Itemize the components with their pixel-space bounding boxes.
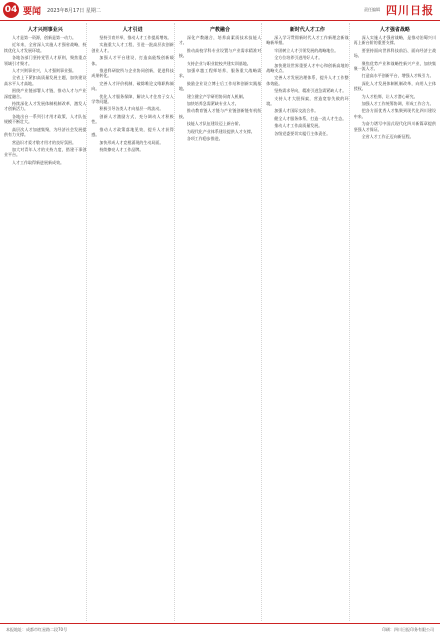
article-paragraph: 加强人才平台建设，打造高能级创新载体。 <box>91 55 174 66</box>
article-paragraph: 全省人才工作正迈向新征程。 <box>361 134 414 140</box>
column-subhead: 产教融合 <box>210 27 231 33</box>
article-paragraph: 深化产教融合，培养高素质技术技能人才。 <box>178 35 262 46</box>
issue-date: 2023年8月17日 星期二 <box>47 7 101 14</box>
article-paragraph: 推动人才工作高质量发展。 <box>274 123 323 129</box>
article-paragraph: 深化人才发展体制机制改革，向用人主体授权。 <box>353 80 437 92</box>
article-paragraph: 持续擦亮人才工作品牌。 <box>99 146 144 152</box>
article-paragraph: 打造高水平创新平台，增强人才吸引力。 <box>361 73 434 79</box>
article-paragraph: 为现代化产业体系建设提供人才支撑。 <box>186 128 255 134</box>
article-paragraph: 完善人才评价机制，破除唯论文唯职称倾向。 <box>91 80 174 92</box>
column-subhead: 人才强省战略 <box>379 27 410 33</box>
column-subhead: 新时代人才工作 <box>289 27 325 33</box>
article-paragraph: 把各方面优秀人才集聚到现代化四川建设中来。 <box>353 108 437 119</box>
article-paragraph: 健全人才服务体系，打造一流人才生态。 <box>274 115 347 121</box>
column-subhead: 人才兴则事业兴 <box>27 27 63 33</box>
article-paragraph: 推动高校学科专业设置与产业需求精准对接。 <box>178 47 262 59</box>
article-paragraph: 推动教育链人才链与产业链创新链有机衔接。 <box>178 108 262 119</box>
article-paragraph: 鼓励企业设立博士后工作站和创新实践基地。 <box>178 80 262 92</box>
article-paragraph: 人才是第一资源，创新是第一动力。 <box>12 35 76 40</box>
article-paragraph: 牢固树立人才引领发展的战略地位。 <box>274 47 339 53</box>
article-paragraph: 深入实施人才强省战略，是推动治蜀兴川再上新台阶的重要支撑。 <box>353 35 437 46</box>
section-title: 要闻 <box>23 6 42 17</box>
article-column-5 <box>354 23 436 621</box>
article-paragraph: 加快培养急需紧缺专业人才。 <box>186 101 239 107</box>
article-paragraph: 各地出台一系列引才用才政策，人才队伍规模不断壮大。 <box>4 113 87 125</box>
article-column-2 <box>91 23 174 621</box>
article-paragraph: 支持人才大胆探索，营造宽容失败的环境。 <box>266 95 349 107</box>
article-paragraph: 各项工作稳步推进。 <box>186 136 223 142</box>
article-paragraph: 加大对青年人才的支持力度，搭建干事创业平台。 <box>4 146 87 158</box>
article-paragraph: 加强人才国际交流合作。 <box>274 108 319 114</box>
article-column-3 <box>179 23 262 621</box>
page-number-badge: 04 <box>3 2 19 18</box>
article-columns <box>4 23 436 621</box>
article-paragraph: 近年来，全省深入实施人才强省战略，持续优化人才发展环境。 <box>4 42 87 53</box>
article-paragraph: 实施重大人才工程，引进一批高层次创新创业人才。 <box>91 42 174 53</box>
article-paragraph: 为奋力谱写中国式现代化四川新篇章提供坚强人才保证。 <box>353 121 437 132</box>
newspaper-logo: 四川日报 <box>386 4 434 17</box>
article-paragraph: 技能人才队伍建设迈上新台阶。 <box>186 121 243 127</box>
column-subhead: 人才引进 <box>122 27 143 33</box>
article-paragraph: 各级党委要切实履行主体责任。 <box>274 130 331 136</box>
article-paragraph: 积极引导各类人才向基层一线流动。 <box>99 106 164 112</box>
page-header <box>0 0 440 21</box>
article-paragraph: 加强卓越工程师培养，服务重大战略需求。 <box>178 68 262 79</box>
article-paragraph: 优化人才服务保障，解决人才住房子女入学等问题。 <box>91 93 174 105</box>
footer-printer: 印刷：四川日报印务有限公司 <box>382 626 434 632</box>
article-paragraph: 人才工作取得新进展新成效。 <box>12 159 64 165</box>
article-column-1 <box>4 23 87 621</box>
article-paragraph: 支持企业与职业院校共建实训基地。 <box>186 60 251 66</box>
article-paragraph: 各地各部门坚持党管人才原则，聚焦重点领域引才聚才。 <box>4 55 87 66</box>
article-paragraph: 人才兴则事业兴，人才强则事业强。 <box>12 68 76 74</box>
article-paragraph: 深入学习贯彻新时代人才工作新理念新战略新举措。 <box>266 35 349 46</box>
article-paragraph: 坚持需求导向，精准引进急需紧缺人才。 <box>274 88 347 94</box>
article-paragraph: 围绕产业链部署人才链，推动人才与产业深度融合。 <box>4 88 87 99</box>
article-paragraph: 创新人才激励方式，充分调动人才积极性。 <box>91 113 174 125</box>
article-paragraph: 全方位培养引进用好人才。 <box>274 55 323 61</box>
article-paragraph: 持续深化人才发展体制机制改革，激发人才创新活力。 <box>4 101 87 112</box>
article-paragraph: 完善人才发展治理体系，提升人才工作整体效能。 <box>266 75 349 86</box>
article-paragraph: 营造识才爱才敬才用才的良好氛围。 <box>12 139 76 145</box>
article-paragraph: 推进科研院所与企业协同创新，促进科技成果转化。 <box>91 68 174 79</box>
article-paragraph: 坚持引育并举，推动人才工作提质增效。 <box>99 35 172 40</box>
article-paragraph: 为人才松绑，让人才潜心研究。 <box>361 93 418 99</box>
article-paragraph: 推动人才政策落地见效，提升人才获得感。 <box>91 126 174 138</box>
article-paragraph: 高层次人才加速集聚，为经济社会发展提供有力支撑。 <box>4 126 87 138</box>
page-footer <box>0 623 440 635</box>
article-column-4 <box>266 23 349 621</box>
article-paragraph: 要坚持面向世界科技前沿、面向经济主战场。 <box>353 47 437 59</box>
article-paragraph: 聚焦优势产业和战略性新兴产业，加快集聚一流人才。 <box>353 60 437 72</box>
article-paragraph: 建立健全产学研用协同育人机制。 <box>186 93 247 99</box>
article-paragraph: 全省上下紧扣高质量发展主题，加快建设高水平人才高地。 <box>4 75 87 86</box>
article-paragraph: 加快形成人才竞相涌现的生动局面。 <box>99 139 164 145</box>
article-paragraph: 加快建设世界重要人才中心和创新高地的战略支点。 <box>266 62 349 74</box>
article-paragraph: 加强人才工作统筹协调，形成工作合力。 <box>361 101 434 107</box>
editor-info: 责任编辑 <box>364 7 380 12</box>
footer-address: 本报地址：成都市红星路二段70号 <box>6 626 68 632</box>
